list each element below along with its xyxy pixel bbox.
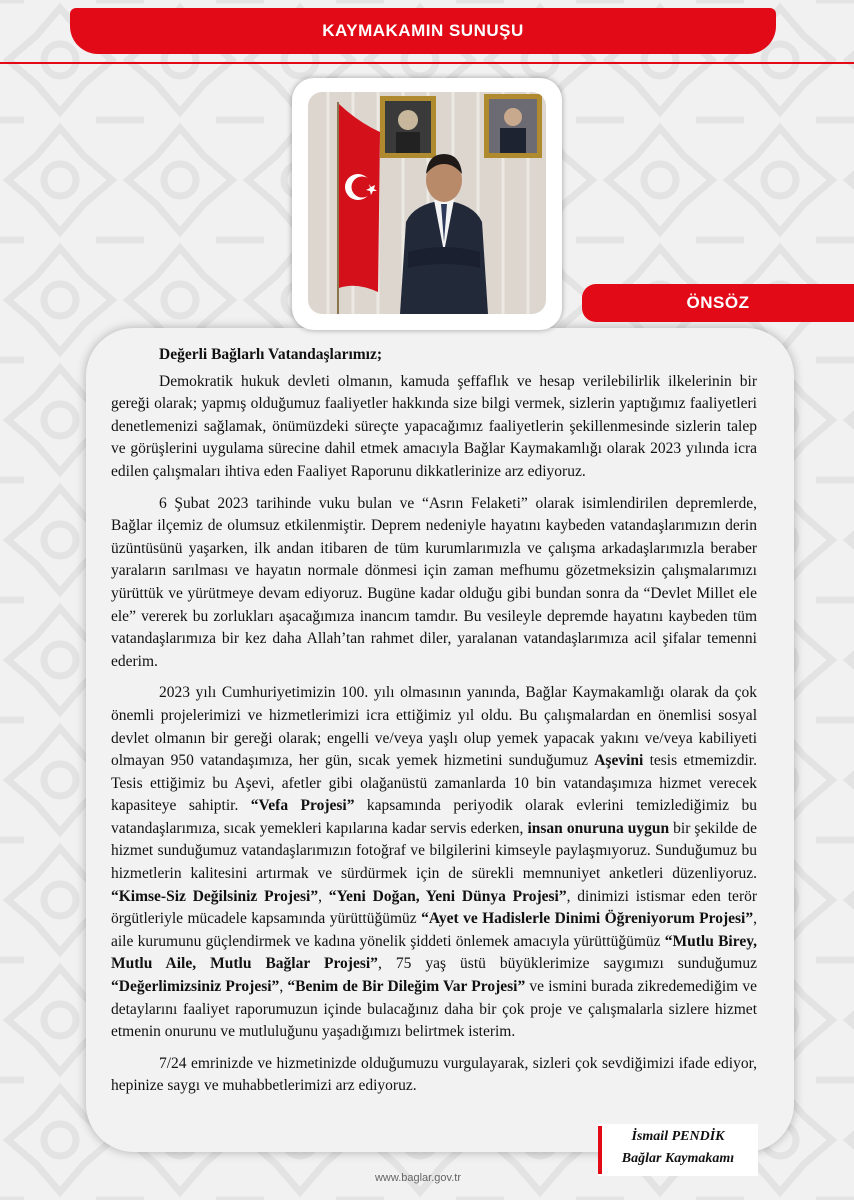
header-banner bbox=[70, 8, 776, 54]
paragraph-3-text: ve ismini burada zikredemediğim ve detaylarını faaliyet raporumuzun içinde bulacağınız daha bir çok proje ve çalışmalarla sizlere hizmet etmenin onurunu ve mutluluğunu yaşadığımızı belirtmek isterim. bbox=[111, 978, 758, 1041]
paragraph-1: Demokratik hukuk devleti olmanın, kamuda şeffaflık ve hesap verilebilirlik ilkelerinin bir gereği olarak; yapmış olduğumuz faaliyetler hakkında size bilgi vermek, sizlerin yaptığımız faaliyetleri denetlemenizi sağlamak, önümüzdeki süreçte yapacağımız faaliyetlerin şekillenmesinde sizlerin talep ve görüşlerini uygulama sürecine dahil etmek amacıyla Bağlar Kaymakamlığı olarak 2023 yılında icra edilen çalışmaları ihtiva eden Faaliyet Raporunu dikkatlerinize arz ediyoruz. bbox=[111, 372, 757, 480]
footer-url: www.baglar.gov.tr bbox=[374, 1172, 461, 1184]
header-title: KAYMAKAMIN SUNUŞU bbox=[322, 21, 524, 40]
paragraph-3-text: , aile kurumunu güçlendirmek ve kadına yönelik şiddeti önlemek amacıyla yürüttüğümüz bbox=[111, 910, 757, 950]
signature-accent-bar bbox=[598, 1126, 602, 1174]
letter-greeting: Değerli Bağlarlı Vatandaşlarımız; bbox=[159, 346, 383, 363]
paragraph-3 bbox=[111, 682, 757, 1044]
highlight-mutlu-birey-projesi: “Mutlu Birey, Mutlu Aile, Mutlu Bağlar Projesi” bbox=[111, 932, 757, 973]
highlight-vefa-projesi: “Vefa Projesi” bbox=[250, 797, 355, 815]
paragraph-3-text: tesis etmemizdir. Tesis ettiğimiz bu Aşevi, afetler gibi olağanüstü zamanlarda 10 bin vatandaşımıza hizmet verecek kapasiteye sahiptir. bbox=[111, 752, 757, 815]
highlight-degerlimizsiniz-projesi: “Değerlimizsiniz Projesi” bbox=[111, 978, 280, 996]
paragraph-3-text: kapsamında periyodik olarak evlerini temizlediğimiz bu vatandaşlarımıza, sıcak yemekleri kapılarına kadar servis ederken, bbox=[111, 797, 757, 837]
highlight-yeni-dogan-projesi: “Yeni Doğan, Yeni Dünya Projesi” bbox=[328, 887, 567, 905]
signature-box bbox=[598, 1124, 758, 1176]
section-label: ÖNSÖZ bbox=[686, 293, 750, 312]
highlight-kimsesiz-projesi: “Kimse-Siz Değilsiniz Projesi” bbox=[111, 887, 319, 905]
paragraph-3-text: , bbox=[279, 978, 288, 996]
paragraph-3-text: , dinimizi istismar eden terör örgütleriyle mücadele kapsamında yürüttüğümüz bbox=[111, 887, 758, 928]
highlight-insan-onuru: insan onuruna uygun bbox=[527, 819, 670, 837]
paragraph-4: 7/24 emrinizde ve hizmetinizde olduğumuzu vurgulayarak, sizleri çok sevdiğimizi ifade ediyor, hepinize saygı ve muhabbetlerimizi arz ediyoruz. bbox=[111, 1054, 757, 1095]
signature-name: İsmail PENDİK bbox=[631, 1129, 725, 1144]
section-banner bbox=[582, 284, 854, 322]
highlight-dilegim-var-projesi: “Benim de Bir Dileğim Var Projesi” bbox=[287, 978, 526, 996]
letter-body bbox=[111, 344, 757, 1107]
paragraph-3-text: , bbox=[318, 887, 329, 905]
paragraph-3-text: bir şekilde de hizmet sunduğumuz vatandaşlarımızın fotoğraf ve bilgilerini kimseyle paylaşmıyoruz. Sunduğumuz bu hizmetlerin kalitesini artırmak ve sürdürmek için de sürekli memnuniyet anketleri düzenliyoruz. bbox=[111, 819, 757, 883]
paragraph-3-text: , 75 yaş üstü büyüklerimize saygımızı sunduğumuz bbox=[377, 955, 757, 973]
highlight-ayet-hadis-projesi: “Ayet ve Hadislerle Dinimi Öğreniyorum Projesi” bbox=[421, 910, 754, 928]
paragraph-2: 6 Şubat 2023 tarihinde vuku bulan ve “Asrın Felaketi” olarak isimlendirilen depremlerde, Bağlar ilçemiz de olumsuz etkilenmiştir. Deprem nedeniyle hayatını kaybeden vatandaşlarımızın derin üzüntüsünü yaşarken, ilk andan itibaren de tüm kurumlarımızla ve çalışma arkadaşlarımızla beraber yaraların sarılması ve hayatın normale dönmesi için zaman mefhumu gözetmeksizin çalışmalarımızı yürüttük ve yürütmeye devam ediyoruz. Bugüne kadar olduğu gibi bundan sonra da “Devlet Millet ele ele” vererek bu zorlukları aşacağımıza inancım tamdır. Bu vesileyle depremde hayatını kaybeden tüm vatandaşlarımıza bir kez daha Allah’tan rahmet diler, yaralanan vatandaşlarımıza acil şifalar temenni ederim. bbox=[111, 494, 757, 670]
paragraph-3-text: 2023 yılı Cumhuriyetimizin 100. yılı olmasının yanında, Bağlar Kaymakamlığı olarak da çok önemli projelerimizi ve hizmetlerimizi icra ettiğimiz yıl oldu. Bu çalışmalardan en önemlisi sosyal devlet olmanın bir gereği olarak; engelli ve/veya yaşlı olup yemek yapacak yakını ve/veya kabiliyeti olmayan 950 vatandaşımıza, her gün, sıcak yemek hizmetini sunduğumuz bbox=[111, 684, 757, 770]
highlight-asevi: Aşevini bbox=[594, 752, 644, 770]
signature-title: Bağlar Kaymakamı bbox=[621, 1151, 735, 1166]
portrait-photo bbox=[308, 92, 546, 314]
portrait-frame bbox=[292, 78, 562, 330]
header-divider bbox=[0, 62, 854, 64]
